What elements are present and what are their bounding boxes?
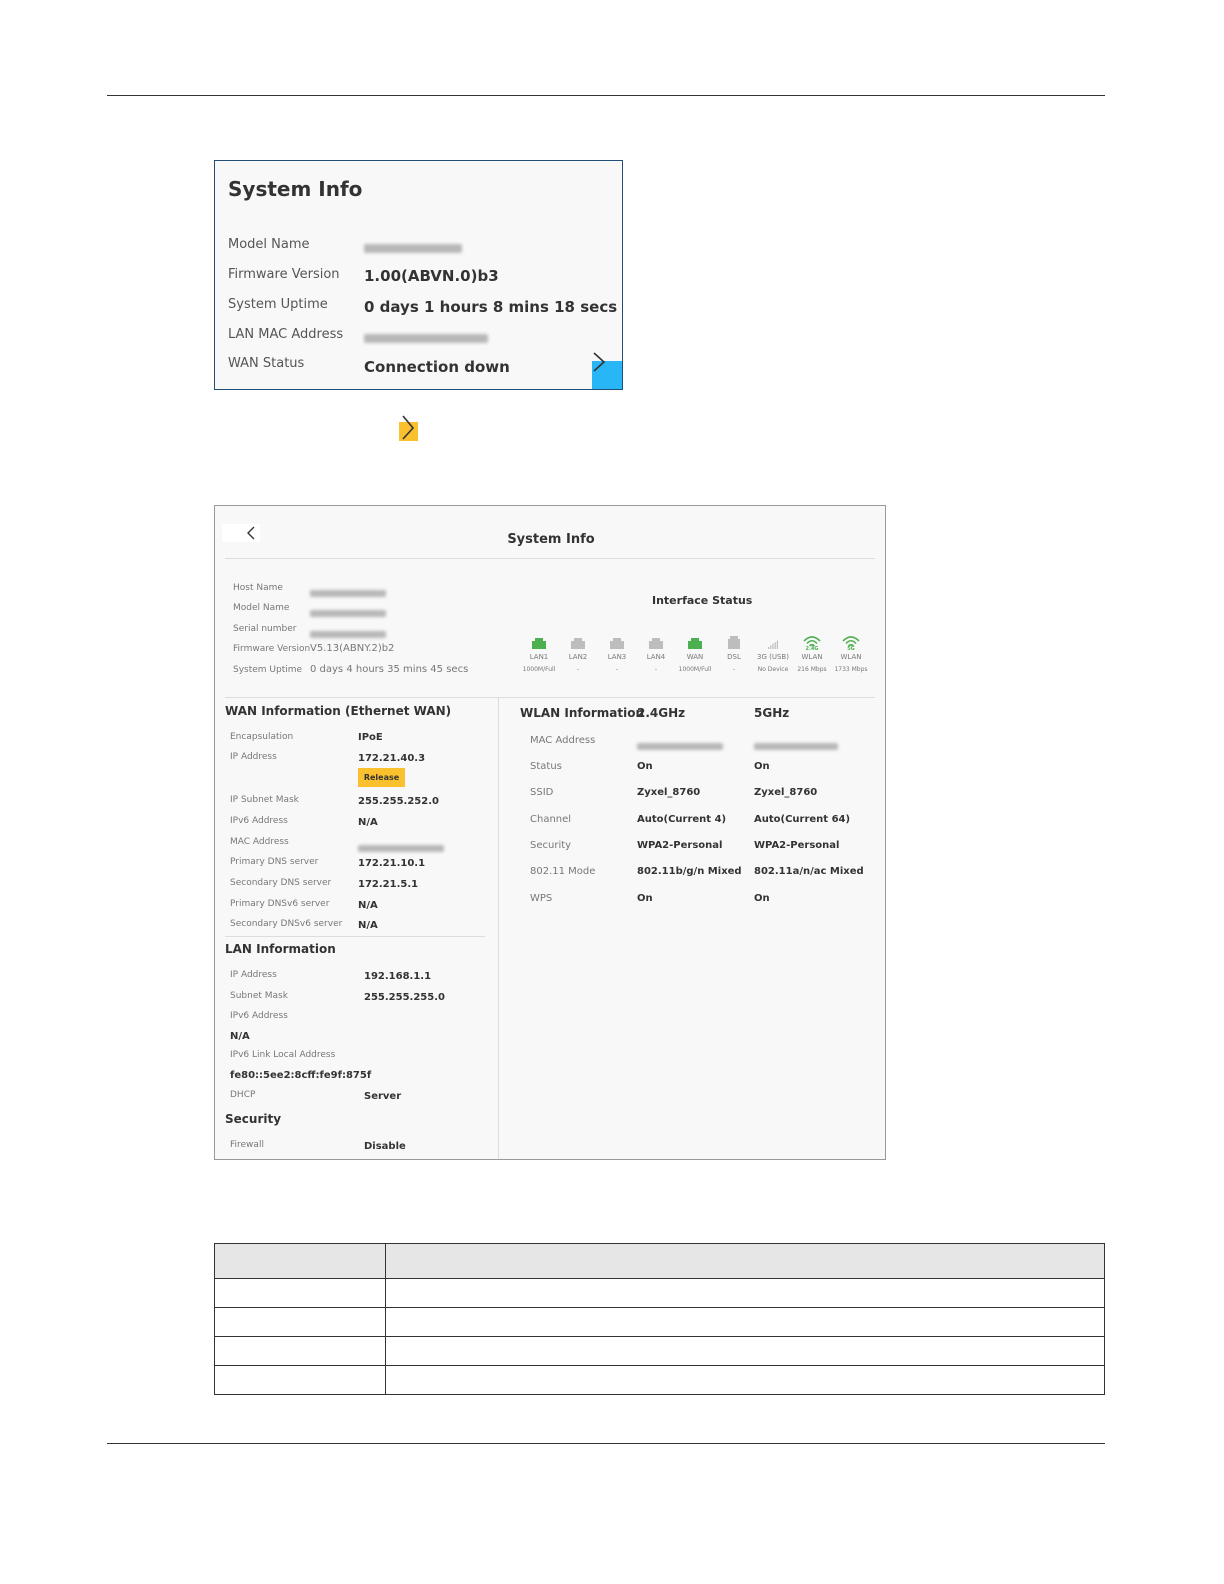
wlan-info-title: WLAN Information: [520, 706, 645, 720]
system-info-card: [214, 160, 623, 390]
interface-speed: 1000M/Full: [678, 666, 712, 673]
redacted-value: [310, 631, 386, 638]
model-name-label: Model Name: [228, 237, 310, 252]
wlan-5-wps-value: On: [754, 893, 770, 904]
secondary-dns-label: Secondary DNS server: [230, 878, 332, 888]
interface-name: 3G (USB): [757, 653, 789, 661]
interface-name: LAN4: [646, 653, 666, 661]
lan-subnet-mask-label: Subnet Mask: [230, 991, 288, 1001]
table-cell: [215, 1279, 386, 1308]
ethernet-port-icon: [568, 634, 588, 650]
wlan-mac-label: MAC Address: [530, 735, 596, 746]
wlan-5-mac-value: [754, 736, 838, 755]
interface-speed: -: [576, 666, 580, 673]
system-uptime-label: System Uptime: [228, 297, 328, 312]
firmware-version-value: 1.00(ABVN.0)b3: [364, 267, 499, 285]
serial-number-value: [310, 624, 386, 643]
wlan-24-security-value: WPA2-Personal: [637, 840, 723, 851]
wlan-5ghz-header: 5GHz: [754, 706, 790, 720]
interface-status-title: Interface Status: [652, 594, 753, 607]
table-row: [215, 1279, 1105, 1308]
interface-speed: -: [654, 666, 658, 673]
redacted-value: [364, 334, 488, 343]
host-name-value: [310, 583, 386, 602]
mac-address-value: [358, 838, 444, 857]
interface-name: LAN3: [607, 653, 627, 661]
table-cell: [386, 1366, 1105, 1395]
interface-wlan: [831, 634, 871, 673]
lan-ip-value: 192.168.1.1: [364, 971, 432, 982]
table-row: [215, 1337, 1105, 1366]
interface-lan2: [558, 634, 598, 673]
interface-speed: -: [615, 666, 619, 673]
interface-speed: 1000M/Full: [522, 666, 556, 673]
table-cell: [386, 1279, 1105, 1308]
firewall-label: Firewall: [230, 1140, 264, 1150]
wlan-24-channel-value: Auto(Current 4): [637, 814, 727, 825]
ethernet-port-icon: [685, 634, 705, 650]
interface-wlan: [792, 634, 832, 673]
table-cell: [215, 1337, 386, 1366]
interface-name: LAN2: [568, 653, 588, 661]
ip-subnet-mask-value: 255.255.252.0: [358, 796, 439, 807]
redacted-value: [310, 590, 386, 597]
firmware-version-label: Firmware Version: [228, 267, 340, 282]
interface-speed: No Device: [757, 666, 789, 673]
interface-3g-usb: [753, 634, 793, 673]
redacted-value: [364, 244, 462, 253]
lan-mac-label: LAN MAC Address: [228, 327, 344, 342]
lan-ipv6-label: IPv6 Address: [230, 1011, 288, 1021]
firmware-version-label: Firmware Version: [233, 644, 311, 654]
footer-rule: [107, 1443, 1105, 1444]
ip-subnet-mask-label: IP Subnet Mask: [230, 795, 299, 805]
ipv6-address-label: IPv6 Address: [230, 816, 288, 826]
wlan-5-ssid-value: Zyxel_8760: [754, 787, 818, 798]
encapsulation-label: Encapsulation: [230, 732, 294, 742]
table-header-cell: [215, 1244, 386, 1279]
firewall-value: Disable: [364, 1141, 406, 1152]
secondary-dns-value: 172.21.5.1: [358, 879, 419, 890]
model-name-label: Model Name: [233, 603, 290, 613]
redacted-value: [310, 610, 386, 617]
ipv6-address-value: N/A: [358, 817, 378, 828]
dsl-port-icon: [724, 634, 744, 650]
section-divider: [225, 936, 485, 937]
signal-bars-icon: [763, 634, 783, 650]
interface-name: LAN1: [529, 653, 549, 661]
wlan-5-status-value: On: [754, 761, 770, 772]
table-cell: [386, 1308, 1105, 1337]
wlan-wps-label: WPS: [530, 893, 553, 904]
secondary-dnsv6-value: N/A: [358, 920, 378, 931]
interface-lan3: [597, 634, 637, 673]
security-title: Security: [225, 1112, 282, 1126]
ipv6-link-local-value: fe80::5ee2:8cff:fe9f:875f: [230, 1070, 372, 1081]
redacted-value: [754, 743, 838, 750]
arrow-icon: [399, 414, 418, 441]
system-uptime-label: System Uptime: [233, 665, 303, 675]
interface-wan: [675, 634, 715, 673]
ipv6-link-local-label: IPv6 Link Local Address: [230, 1050, 336, 1060]
card-title: System Info: [228, 177, 363, 201]
wlan-5-security-value: WPA2-Personal: [754, 840, 840, 851]
table-row: [215, 1308, 1105, 1337]
table-header-row: [215, 1244, 1105, 1279]
lan-subnet-mask-value: 255.255.255.0: [364, 992, 445, 1003]
interface-speed: -: [732, 666, 736, 673]
firmware-version-value: V5.13(ABNY.2)b2: [310, 643, 395, 654]
ip-address-value: 172.21.40.3: [358, 753, 426, 764]
wlan-channel-label: Channel: [530, 814, 572, 825]
wlan-24-wps-value: On: [637, 893, 653, 904]
wan-status-label: WAN Status: [228, 356, 305, 371]
wlan-24-mode-value: 802.11b/g/n Mixed: [637, 866, 742, 877]
wlan-status-label: Status: [530, 761, 562, 772]
system-uptime-value: 0 days 4 hours 35 mins 45 secs: [310, 664, 469, 675]
interface-speed: 1733 Mbps: [834, 666, 868, 673]
primary-dns-label: Primary DNS server: [230, 857, 319, 867]
wlan-24-status-value: On: [637, 761, 653, 772]
ip-address-label: IP Address: [230, 752, 277, 762]
section-divider: [225, 697, 875, 698]
ethernet-port-icon: [529, 634, 549, 650]
host-name-label: Host Name: [233, 583, 283, 593]
primary-dnsv6-value: N/A: [358, 900, 378, 911]
interface-lan4: [636, 634, 676, 673]
interface-name: WAN: [686, 653, 704, 661]
lan-ip-label: IP Address: [230, 970, 277, 980]
serial-number-label: Serial number: [233, 624, 297, 634]
title-divider: [225, 558, 875, 559]
description-table: [214, 1243, 1105, 1395]
interface-name: WLAN: [801, 653, 823, 661]
wlan-24-mac-value: [637, 736, 723, 755]
interface-speed: 216 Mbps: [797, 666, 827, 673]
wan-status-value: Connection down: [364, 358, 510, 376]
wlan-5-mode-value: 802.11a/n/ac Mixed: [754, 866, 864, 877]
header-rule: [107, 95, 1105, 96]
table-row: [215, 1366, 1105, 1395]
lan-info-title: LAN Information: [225, 942, 336, 956]
interface-name: WLAN: [840, 653, 862, 661]
model-name-value: [364, 239, 462, 257]
dhcp-label: DHCP: [230, 1090, 256, 1100]
primary-dnsv6-label: Primary DNSv6 server: [230, 899, 330, 909]
release-button[interactable]: Release: [358, 768, 405, 787]
lan-ipv6-value: N/A: [230, 1031, 250, 1042]
table-header-cell: [386, 1244, 1105, 1279]
interface-dsl: [714, 634, 754, 673]
wlan-ssid-label: SSID: [530, 787, 554, 798]
ethernet-port-icon: [607, 634, 627, 650]
column-divider: [498, 698, 499, 1160]
wlan-24ghz-header: 2.4GHz: [637, 706, 686, 720]
wlan-5-channel-value: Auto(Current 64): [754, 814, 851, 825]
wlan-band-label: 5G: [847, 646, 855, 650]
table-cell: [215, 1366, 386, 1395]
dhcp-value: Server: [364, 1091, 402, 1102]
wlan-mode-label: 802.11 Mode: [530, 866, 596, 877]
wlan-security-label: Security: [530, 840, 572, 851]
chevron-right-icon[interactable]: [592, 351, 606, 373]
wifi-icon: [841, 634, 861, 650]
system-uptime-value: 0 days 1 hours 8 mins 18 secs: [364, 298, 618, 316]
ethernet-port-icon: [646, 634, 666, 650]
wlan-band-label: 2.4G: [805, 646, 819, 650]
encapsulation-value: IPoE: [358, 732, 383, 743]
wlan-24-ssid-value: Zyxel_8760: [637, 787, 701, 798]
table-cell: [215, 1308, 386, 1337]
system-info-detail-screen: [214, 505, 886, 1160]
model-name-value: [310, 603, 386, 622]
wifi-icon: [802, 634, 822, 650]
lan-mac-value: [364, 329, 488, 347]
table-cell: [386, 1337, 1105, 1366]
redacted-value: [358, 845, 444, 852]
interface-name: DSL: [727, 653, 741, 661]
wan-info-title: WAN Information (Ethernet WAN): [225, 704, 452, 718]
redacted-value: [637, 743, 723, 750]
interface-lan1: [519, 634, 559, 673]
page-title: System Info: [507, 532, 595, 547]
mac-address-label: MAC Address: [230, 837, 289, 847]
secondary-dnsv6-label: Secondary DNSv6 server: [230, 919, 343, 929]
primary-dns-value: 172.21.10.1: [358, 858, 426, 869]
